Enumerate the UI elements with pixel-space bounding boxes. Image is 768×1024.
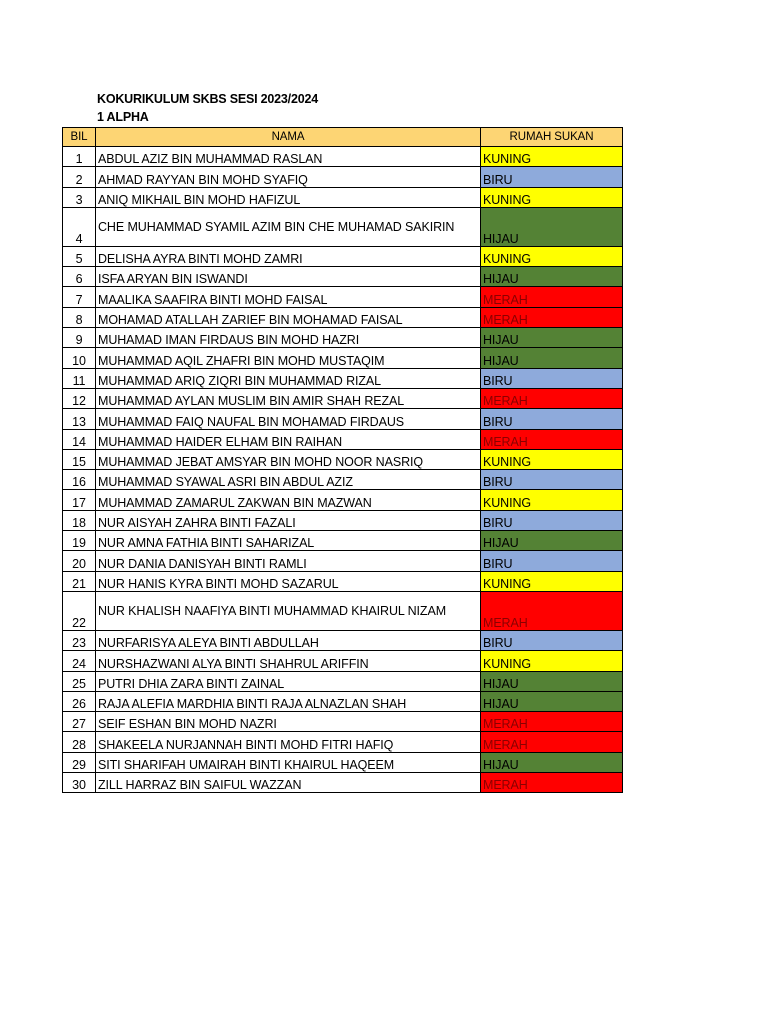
table-row bbox=[63, 773, 623, 793]
cell-bil[interactable]: 11 bbox=[63, 368, 96, 388]
table-row bbox=[63, 287, 623, 307]
cell-bil[interactable]: 15 bbox=[63, 449, 96, 469]
table-row bbox=[63, 571, 623, 591]
cell-nama[interactable]: ABDUL AZIZ BIN MUHAMMAD RASLAN bbox=[96, 147, 481, 167]
table-row bbox=[63, 630, 623, 650]
table-row bbox=[63, 388, 623, 408]
header-bil[interactable]: BIL bbox=[63, 128, 96, 147]
table-row bbox=[63, 267, 623, 287]
cell-nama[interactable]: DELISHA AYRA BINTI MOHD ZAMRI bbox=[96, 246, 481, 266]
cell-rumah-sukan[interactable]: KUNING bbox=[481, 187, 623, 207]
cell-bil[interactable]: 6 bbox=[63, 267, 96, 287]
cell-nama[interactable]: MUHAMMAD ZAMARUL ZAKWAN BIN MAZWAN bbox=[96, 490, 481, 510]
cell-bil[interactable]: 5 bbox=[63, 246, 96, 266]
table-row bbox=[63, 368, 623, 388]
cell-nama[interactable]: ISFA ARYAN BIN ISWANDI bbox=[96, 267, 481, 287]
cell-bil[interactable]: 23 bbox=[63, 630, 96, 650]
cell-rumah-sukan[interactable]: MERAH bbox=[481, 287, 623, 307]
cell-nama[interactable]: NUR DANIA DANISYAH BINTI RAMLI bbox=[96, 551, 481, 571]
table-row bbox=[63, 712, 623, 732]
cell-nama[interactable]: MUHAMMAD AYLAN MUSLIM BIN AMIR SHAH REZAL bbox=[96, 388, 481, 408]
cell-nama[interactable]: ANIQ MIKHAIL BIN MOHD HAFIZUL bbox=[96, 187, 481, 207]
cell-rumah-sukan[interactable]: KUNING bbox=[481, 651, 623, 671]
cell-rumah-sukan[interactable]: BIRU bbox=[481, 409, 623, 429]
cell-nama[interactable]: SEIF ESHAN BIN MOHD NAZRI bbox=[96, 712, 481, 732]
cell-bil[interactable]: 19 bbox=[63, 531, 96, 551]
cell-rumah-sukan[interactable]: BIRU bbox=[481, 551, 623, 571]
table-row bbox=[63, 732, 623, 752]
cell-bil[interactable]: 29 bbox=[63, 752, 96, 772]
cell-rumah-sukan[interactable]: BIRU bbox=[481, 368, 623, 388]
cell-rumah-sukan[interactable]: HIJAU bbox=[481, 328, 623, 348]
cell-nama[interactable]: MUHAMMAD ARIQ ZIQRI BIN MUHAMMAD RIZAL bbox=[96, 368, 481, 388]
cell-bil[interactable]: 10 bbox=[63, 348, 96, 368]
table-row bbox=[63, 551, 623, 571]
table-row bbox=[63, 147, 623, 167]
table-row bbox=[63, 752, 623, 772]
cell-nama[interactable]: MUHAMMAD JEBAT AMSYAR BIN MOHD NOOR NASRIQ bbox=[96, 449, 481, 469]
cell-nama[interactable]: NURSHAZWANI ALYA BINTI SHAHRUL ARIFFIN bbox=[96, 651, 481, 671]
cell-bil[interactable]: 8 bbox=[63, 307, 96, 327]
cell-bil[interactable]: 27 bbox=[63, 712, 96, 732]
cell-bil[interactable]: 25 bbox=[63, 671, 96, 691]
cell-nama[interactable]: SHAKEELA NURJANNAH BINTI MOHD FITRI HAFIQ bbox=[96, 732, 481, 752]
table-row bbox=[63, 246, 623, 266]
cell-rumah-sukan[interactable]: MERAH bbox=[481, 429, 623, 449]
cell-rumah-sukan[interactable]: HIJAU bbox=[481, 752, 623, 772]
cell-bil[interactable]: 3 bbox=[63, 187, 96, 207]
cell-nama[interactable]: MUHAMMAD AQIL ZHAFRI BIN MOHD MUSTAQIM bbox=[96, 348, 481, 368]
cell-bil[interactable]: 30 bbox=[63, 773, 96, 793]
cell-nama[interactable]: ZILL HARRAZ BIN SAIFUL WAZZAN bbox=[96, 773, 481, 793]
table-row bbox=[63, 691, 623, 711]
header-rumah-sukan[interactable]: RUMAH SUKAN bbox=[481, 128, 623, 147]
table-row bbox=[63, 328, 623, 348]
table-row bbox=[63, 348, 623, 368]
table-row bbox=[63, 510, 623, 530]
table-row bbox=[63, 591, 623, 630]
header-row bbox=[63, 128, 623, 147]
cell-nama[interactable]: NUR HANIS KYRA BINTI MOHD SAZARUL bbox=[96, 571, 481, 591]
cell-bil[interactable]: 28 bbox=[63, 732, 96, 752]
cell-rumah-sukan[interactable]: BIRU bbox=[481, 470, 623, 490]
cell-nama[interactable]: PUTRI DHIA ZARA BINTI ZAINAL bbox=[96, 671, 481, 691]
cell-bil[interactable]: 13 bbox=[63, 409, 96, 429]
cell-nama[interactable]: NUR KHALISH NAAFIYA BINTI MUHAMMAD KHAIRUL NIZAM bbox=[96, 591, 481, 630]
cell-nama[interactable]: MUHAMMAD HAIDER ELHAM BIN RAIHAN bbox=[96, 429, 481, 449]
cell-bil[interactable]: 1 bbox=[63, 147, 96, 167]
cell-bil[interactable]: 26 bbox=[63, 691, 96, 711]
cell-bil[interactable]: 7 bbox=[63, 287, 96, 307]
cell-bil[interactable]: 22 bbox=[63, 591, 96, 630]
cell-nama[interactable]: RAJA ALEFIA MARDHIA BINTI RAJA ALNAZLAN SHAH bbox=[96, 691, 481, 711]
table-row bbox=[63, 187, 623, 207]
cell-rumah-sukan[interactable]: KUNING bbox=[481, 246, 623, 266]
cell-nama[interactable]: SITI SHARIFAH UMAIRAH BINTI KHAIRUL HAQEEM bbox=[96, 752, 481, 772]
cell-rumah-sukan[interactable]: MERAH bbox=[481, 307, 623, 327]
cell-rumah-sukan[interactable]: HIJAU bbox=[481, 207, 623, 246]
student-table bbox=[62, 127, 623, 793]
table-row bbox=[63, 207, 623, 246]
table-row bbox=[63, 470, 623, 490]
cell-rumah-sukan[interactable]: KUNING bbox=[481, 147, 623, 167]
cell-rumah-sukan[interactable]: MERAH bbox=[481, 732, 623, 752]
table-row bbox=[63, 167, 623, 187]
page-title: KOKURIKULUM SKBS SESI 2023/2024 bbox=[97, 92, 318, 106]
table-row bbox=[63, 490, 623, 510]
cell-bil[interactable]: 9 bbox=[63, 328, 96, 348]
cell-nama[interactable]: MUHAMMAD SYAWAL ASRI BIN ABDUL AZIZ bbox=[96, 470, 481, 490]
cell-bil[interactable]: 21 bbox=[63, 571, 96, 591]
cell-nama[interactable]: MUHAMMAD FAIQ NAUFAL BIN MOHAMAD FIRDAUS bbox=[96, 409, 481, 429]
cell-bil[interactable]: 17 bbox=[63, 490, 96, 510]
table-header bbox=[63, 128, 623, 147]
cell-rumah-sukan[interactable]: KUNING bbox=[481, 490, 623, 510]
class-name: 1 ALPHA bbox=[97, 110, 149, 124]
cell-bil[interactable]: 12 bbox=[63, 388, 96, 408]
cell-bil[interactable]: 4 bbox=[63, 207, 96, 246]
cell-nama[interactable]: NURFARISYA ALEYA BINTI ABDULLAH bbox=[96, 630, 481, 650]
cell-nama[interactable]: MUHAMAD IMAN FIRDAUS BIN MOHD HAZRI bbox=[96, 328, 481, 348]
table-body bbox=[63, 147, 623, 793]
cell-bil[interactable]: 20 bbox=[63, 551, 96, 571]
table-row bbox=[63, 531, 623, 551]
cell-nama[interactable]: MOHAMAD ATALLAH ZARIEF BIN MOHAMAD FAISAL bbox=[96, 307, 481, 327]
cell-rumah-sukan[interactable]: HIJAU bbox=[481, 691, 623, 711]
cell-rumah-sukan[interactable]: MERAH bbox=[481, 591, 623, 630]
table-row bbox=[63, 449, 623, 469]
table-row bbox=[63, 429, 623, 449]
cell-nama[interactable]: MAALIKA SAAFIRA BINTI MOHD FAISAL bbox=[96, 287, 481, 307]
cell-rumah-sukan[interactable]: MERAH bbox=[481, 773, 623, 793]
cell-rumah-sukan[interactable]: HIJAU bbox=[481, 531, 623, 551]
cell-rumah-sukan[interactable]: HIJAU bbox=[481, 348, 623, 368]
cell-rumah-sukan[interactable]: BIRU bbox=[481, 167, 623, 187]
cell-rumah-sukan[interactable]: HIJAU bbox=[481, 267, 623, 287]
cell-rumah-sukan[interactable]: MERAH bbox=[481, 388, 623, 408]
cell-bil[interactable]: 14 bbox=[63, 429, 96, 449]
cell-rumah-sukan[interactable]: BIRU bbox=[481, 630, 623, 650]
cell-nama[interactable]: AHMAD RAYYAN BIN MOHD SYAFIQ bbox=[96, 167, 481, 187]
table-row bbox=[63, 409, 623, 429]
cell-rumah-sukan[interactable]: HIJAU bbox=[481, 671, 623, 691]
cell-rumah-sukan[interactable]: MERAH bbox=[481, 712, 623, 732]
cell-rumah-sukan[interactable]: KUNING bbox=[481, 571, 623, 591]
header-nama[interactable]: NAMA bbox=[96, 128, 481, 147]
table-row bbox=[63, 651, 623, 671]
cell-bil[interactable]: 16 bbox=[63, 470, 96, 490]
cell-rumah-sukan[interactable]: BIRU bbox=[481, 510, 623, 530]
table-row bbox=[63, 307, 623, 327]
table-row bbox=[63, 671, 623, 691]
cell-bil[interactable]: 18 bbox=[63, 510, 96, 530]
cell-bil[interactable]: 2 bbox=[63, 167, 96, 187]
cell-nama[interactable]: CHE MUHAMMAD SYAMIL AZIM BIN CHE MUHAMAD SAKIRIN bbox=[96, 207, 481, 246]
cell-nama[interactable]: NUR AISYAH ZAHRA BINTI FAZALI bbox=[96, 510, 481, 530]
cell-bil[interactable]: 24 bbox=[63, 651, 96, 671]
cell-rumah-sukan[interactable]: KUNING bbox=[481, 449, 623, 469]
cell-nama[interactable]: NUR AMNA FATHIA BINTI SAHARIZAL bbox=[96, 531, 481, 551]
